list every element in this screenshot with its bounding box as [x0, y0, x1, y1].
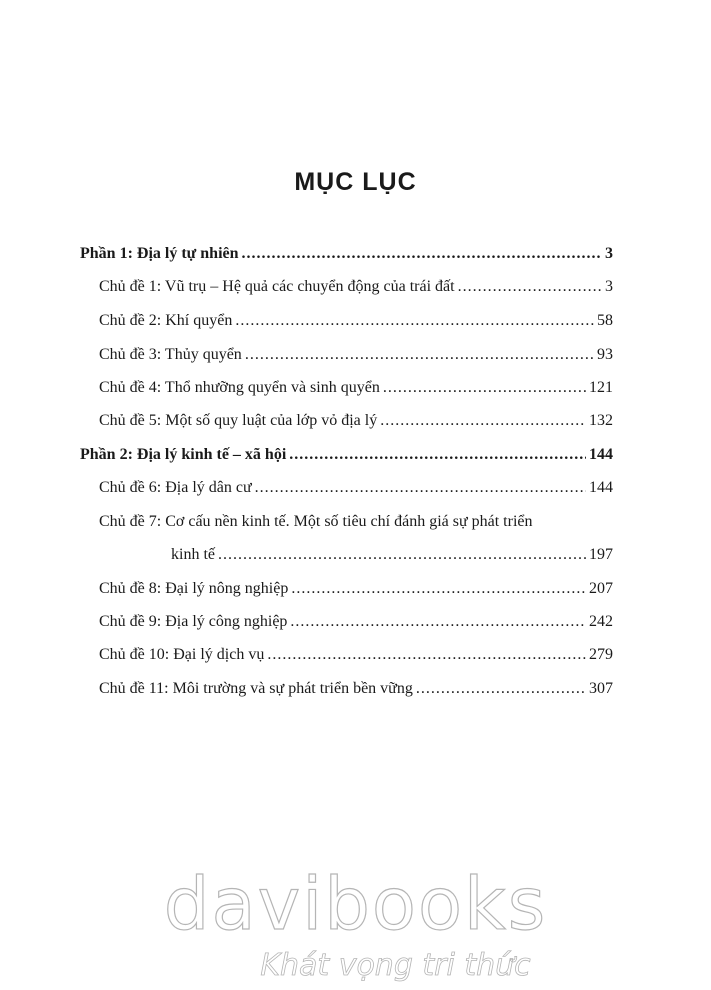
toc-entry-continuation: kinh tế: [171, 546, 215, 563]
toc-page-number: 207: [589, 580, 613, 597]
dot-leader: [267, 645, 586, 665]
toc-page-number: 3: [605, 278, 613, 295]
toc-topic-10[interactable]: [99, 645, 613, 665]
dot-leader: [218, 545, 586, 565]
toc-entry-label: Chủ đề 10: Đại lý dịch vụ: [99, 646, 265, 663]
toc-page-number: 3: [605, 245, 613, 262]
dot-leader: [245, 345, 594, 365]
toc-topic-11[interactable]: [99, 679, 613, 699]
toc-page-number: 121: [589, 379, 613, 396]
toc-page-number: 144: [589, 479, 613, 496]
dot-leader: [380, 411, 586, 431]
toc-entry-label: Chủ đề 2: Khí quyển: [99, 312, 233, 329]
toc-page-number: 144: [589, 446, 613, 463]
toc-entry-label: Phần 1: Địa lý tự nhiên: [80, 245, 239, 262]
page-title: MỤC LỤC: [294, 168, 417, 196]
toc-entry-label: Chủ đề 4: Thổ nhưỡng quyển và sinh quyển: [99, 379, 380, 396]
toc-entry-label: Chủ đề 11: Môi trường và sự phát triển bền vững: [99, 680, 413, 697]
toc-entry-label: Chủ đề 1: Vũ trụ – Hệ quả các chuyển động của trái đất: [99, 278, 455, 295]
dot-leader: [242, 244, 602, 264]
toc-page-number: 279: [589, 646, 613, 663]
toc-entry-label: Chủ đề 9: Địa lý công nghiệp: [99, 613, 288, 630]
toc-topic-4[interactable]: [99, 378, 613, 398]
toc-part-2[interactable]: [80, 445, 613, 465]
toc-entry-label: Chủ đề 3: Thủy quyển: [99, 346, 242, 363]
toc-topic-7-line-1[interactable]: [99, 512, 533, 532]
dot-leader: [290, 612, 586, 632]
toc-topic-9[interactable]: [99, 612, 613, 632]
toc-page-number: 132: [589, 412, 613, 429]
toc-topic-7-line-2[interactable]: [171, 545, 613, 565]
dot-leader: [255, 478, 586, 498]
toc-page-number: 93: [597, 346, 613, 363]
toc-topic-1[interactable]: [99, 277, 613, 297]
toc-page-number: 58: [597, 312, 613, 329]
toc-entry-label: Phần 2: Địa lý kinh tế – xã hội: [80, 446, 287, 463]
toc-page-number: 197: [589, 546, 613, 563]
toc-part-1[interactable]: [80, 244, 613, 264]
toc-entry-label: Chủ đề 5: Một số quy luật của lớp vỏ địa lý: [99, 412, 378, 429]
toc-page-number: 307: [589, 680, 613, 697]
toc-topic-8[interactable]: [99, 579, 613, 599]
dot-leader: [416, 679, 586, 699]
dot-leader: [383, 378, 586, 398]
watermark-brand: davibooks: [163, 862, 548, 946]
toc-topic-2[interactable]: [99, 311, 613, 331]
toc-entry-label: Chủ đề 6: Địa lý dân cư: [99, 479, 252, 496]
dot-leader: [291, 579, 586, 599]
watermark-slogan: Khát vọng tri thức: [260, 948, 531, 983]
toc-page-number: 242: [589, 613, 613, 630]
dot-leader: [289, 445, 586, 465]
toc-entry-label: Chủ đề 8: Đại lý nông nghiệp: [99, 580, 289, 597]
dot-leader: [458, 277, 602, 297]
toc-topic-5[interactable]: [99, 411, 613, 431]
toc-topic-3[interactable]: [99, 345, 613, 365]
dot-leader: [235, 311, 594, 331]
toc-topic-6[interactable]: [99, 478, 613, 498]
toc-entry-label: Chủ đề 7: Cơ cấu nền kinh tế. Một số tiêu chí đánh giá sự phát triển: [99, 513, 533, 530]
